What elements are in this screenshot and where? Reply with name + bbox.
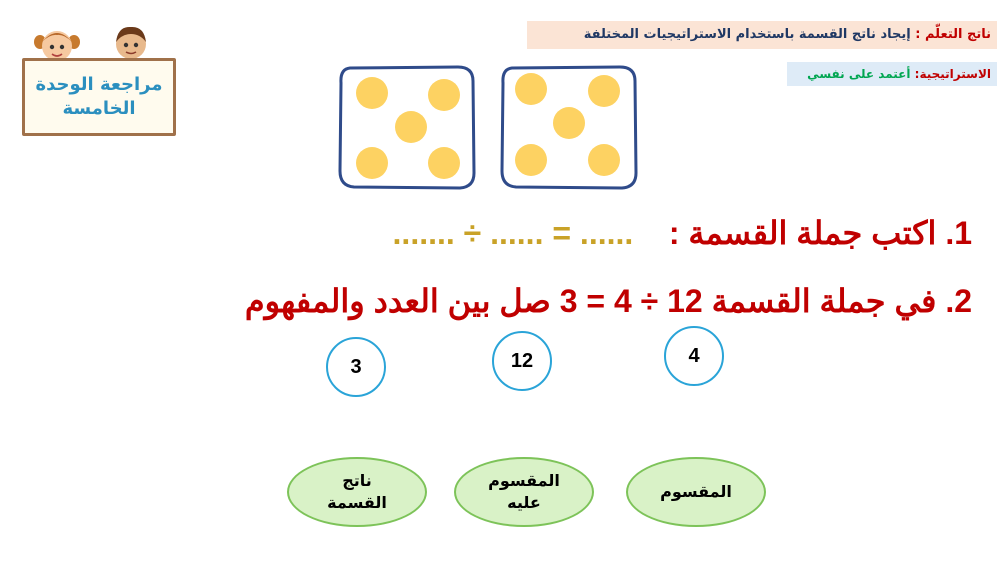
- strategy-text: أعتمد على نفسي: [807, 67, 911, 81]
- learning-outcome-banner: [527, 21, 997, 49]
- number-circle-value: 4: [688, 344, 700, 367]
- concept-quotient[interactable]: [287, 457, 427, 527]
- dice-five-right: [498, 63, 640, 192]
- question-2: [245, 282, 972, 320]
- number-circle-12[interactable]: [492, 331, 552, 391]
- unit-sign-line2: الخامسة: [62, 98, 136, 119]
- question-2-text-after: صل بين العدد والمفهوم: [244, 283, 551, 319]
- question-2-equation: 3 = 4 ÷ 12: [559, 283, 703, 319]
- concept-divisor-line2: عليه: [507, 493, 541, 512]
- learning-outcome-text: إيجاد ناتج القسمة باستخدام الاستراتيجيات المختلفة: [583, 27, 911, 42]
- blank-quotient[interactable]: ......: [579, 215, 634, 251]
- blank-divisor[interactable]: ......: [490, 215, 544, 251]
- strategy-label: الاستراتيجية:: [914, 67, 991, 81]
- concept-divisor[interactable]: [454, 457, 594, 527]
- question-2-text-before: في جملة القسمة: [711, 283, 937, 319]
- divide-sign: ÷: [463, 215, 482, 251]
- number-circle-3[interactable]: [326, 337, 386, 397]
- boy-character-icon: [108, 20, 154, 62]
- unit-review-sign: [22, 58, 176, 136]
- question-1-number: 1.: [945, 215, 972, 251]
- concept-dividend[interactable]: [626, 457, 766, 527]
- strategy-banner: [787, 62, 997, 86]
- concept-divisor-line1: المقسوم: [488, 471, 560, 490]
- concept-quotient-line1: ناتج: [342, 471, 372, 490]
- question-1-text: اكتب جملة القسمة :: [668, 215, 937, 251]
- question-1: [393, 214, 972, 252]
- unit-sign-line1: مراجعة الوحدة: [35, 74, 163, 95]
- equals-sign: =: [552, 215, 572, 251]
- question-2-number: 2.: [945, 283, 972, 319]
- concept-quotient-line2: القسمة: [327, 493, 387, 512]
- number-circle-value: 3: [350, 355, 362, 378]
- learning-outcome-label: ناتج التعلّم :: [915, 27, 991, 42]
- number-circle-value: 12: [510, 349, 534, 372]
- blank-dividend[interactable]: .......: [392, 215, 455, 251]
- concept-dividend-label: المقسوم: [660, 482, 732, 501]
- number-circle-4[interactable]: [664, 326, 724, 386]
- dice-five-left: [336, 63, 478, 192]
